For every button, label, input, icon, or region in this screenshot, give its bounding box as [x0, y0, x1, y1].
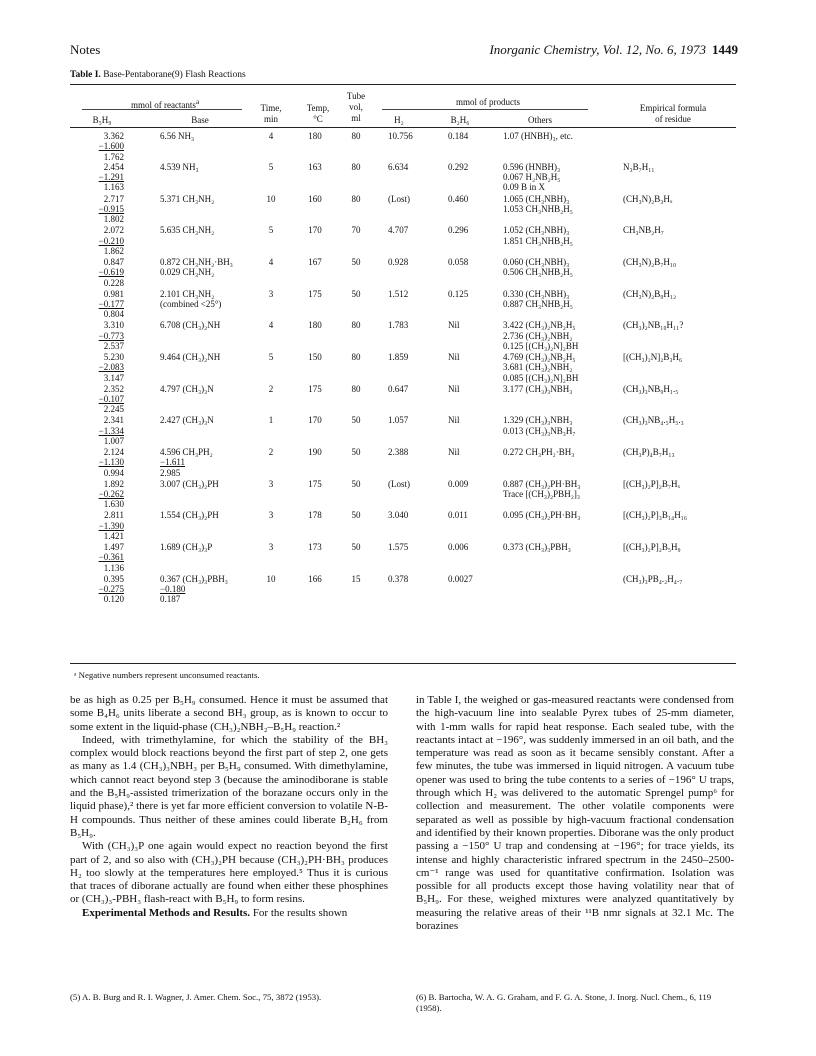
table-row: [70, 510, 736, 542]
cell-h2: 1.512: [388, 288, 409, 299]
cell-time: 3: [268, 288, 274, 299]
page-number: 1449: [712, 42, 738, 57]
header-b2h6: B₂H₆: [450, 115, 470, 125]
paragraph: be as high as 0.25 per B₅H₉ consumed. Hence it must be assumed that some B₄H₆ units liberate a second BH₃ group, as is known to occur to some extent in the liquid-phase (CH₃)₂NBH₂–B₅H₉ reaction.²: [70, 694, 388, 733]
cell-others: 1.329 (CH₃)₃NBH₃ 0.013 (CH₃)₃NB₃H₇: [503, 415, 576, 436]
cell-time: 5: [268, 225, 274, 236]
cell-vol: 50: [351, 478, 361, 489]
cell-time: 4: [268, 320, 274, 331]
cell-b2h6: Nil: [448, 447, 460, 458]
cell-emp: [(CH₃)₂N]₂B₃H₆: [623, 352, 683, 363]
cell-b2h6: 0.058: [448, 256, 469, 267]
cell-time: 1: [268, 415, 274, 426]
cell-others: 1.07 (HNBH)₃, etc.: [503, 131, 573, 141]
cell-base: 2.427 (CH₃)₃N: [160, 415, 214, 426]
cell-emp: [(CH₃)₂P]₂B₅H₉: [623, 542, 681, 553]
cell-emp: (CH₃)₂NB₁₀H₁₁?: [623, 320, 684, 331]
footnote-5: (5) A. B. Burg and R. I. Wagner, J. Amer. Chem. Soc., 75, 3872 (1953).: [70, 992, 322, 1002]
cell-vol: 50: [351, 288, 361, 299]
cell-temp: 170: [308, 415, 322, 426]
cell-h2: (Lost): [388, 478, 410, 489]
table-top-rule: [70, 84, 736, 85]
header-h2: H₂: [394, 115, 404, 125]
cell-base: 1.689 (CH₃)₃P: [160, 542, 213, 553]
cell-b5h9: 2.072 −0.210 1.862: [98, 225, 124, 256]
table-row: [70, 447, 736, 479]
cell-h2: 10.756: [388, 131, 413, 141]
cell-h2: 0.378: [388, 573, 409, 584]
cell-temp: 160: [308, 193, 322, 204]
cell-others: 0.095 (CH₃)₂PH·BH₃: [503, 510, 581, 521]
header-b5h9: B₅H₉: [92, 115, 112, 125]
running-header-journal: [489, 42, 738, 58]
section-heading: Experimental Methods and Results.: [82, 906, 251, 919]
cell-vol: 80: [351, 193, 361, 204]
cell-h2: 2.388: [388, 447, 409, 458]
header-time: Time, min: [260, 103, 282, 124]
cell-temp: 175: [308, 383, 322, 394]
journal-citation: Inorganic Chemistry, Vol. 12, No. 6, 1973: [489, 42, 706, 57]
cell-temp: 150: [308, 352, 322, 363]
header-temp: Temp, °C: [306, 103, 330, 124]
cell-vol: 50: [351, 447, 361, 458]
cell-vol: 50: [351, 415, 361, 426]
header-others: Others: [528, 115, 552, 125]
table-row: [70, 384, 736, 416]
cell-base: 3.007 (CH₃)₂PH: [160, 478, 219, 489]
table-label: Table I.: [70, 70, 101, 80]
cell-base: 9.464 (CH₃)₂NH: [160, 352, 221, 363]
cell-base: 5.371 CH₃NH₂: [160, 193, 215, 204]
cell-temp: 175: [308, 478, 322, 489]
table-title: Base-Pentaborane(9) Flash Reactions: [103, 70, 246, 80]
cell-temp: 167: [308, 256, 322, 267]
cell-b2h6: 0.125: [448, 288, 469, 299]
cell-b2h6: 0.184: [448, 131, 469, 141]
cell-others: 3.177 (CH₃)₃NBH₃: [503, 383, 573, 394]
cell-emp: [(CH₃)₂P]₃B₁₄H₁₆: [623, 510, 687, 521]
reactions-table: [70, 131, 736, 606]
cell-b5h9: 0.981 −0.177 0.804: [98, 288, 124, 320]
cell-b5h9: 3.362 −1.600 1.762: [98, 131, 124, 162]
cell-base: 0.367 (CH₃)₃PBH₃ −0.180 0.187: [160, 573, 228, 605]
cell-others: 3.422 (CH₃)₂NB₂H₅ 2.736 (CH₃)₂NBH₂ 0.125 [(CH₃)₂N]₂BH: [503, 320, 579, 351]
cell-vol: 80: [351, 383, 361, 394]
cell-base: 1.554 (CH₃)₂PH: [160, 510, 219, 521]
reactants-underline: [82, 109, 242, 110]
running-header-section: Notes: [70, 42, 101, 57]
cell-emp: (CH₃)₃NB₉H₁.₅: [623, 383, 679, 394]
cell-others: 1.052 (CH₃NBH)₃ 1.851 CH₃NHB₂H₅: [503, 225, 573, 246]
cell-h2: 1.783: [388, 320, 409, 331]
cell-h2: 1.859: [388, 352, 409, 363]
header-base: Base: [191, 115, 209, 125]
cell-vol: 80: [351, 352, 361, 363]
cell-b2h6: Nil: [448, 383, 460, 394]
cell-vol: 50: [351, 256, 361, 267]
cell-others: 0.330 (CH₃NBH)₃ 0.887 CH₃NHB₂H₅: [503, 288, 573, 309]
cell-base: 6.56 NH₃: [160, 131, 195, 141]
cell-others: 0.596 (HNBH)₃ 0.067 H₂NB₂H₅ 0.09 B in X: [503, 161, 561, 193]
cell-b2h6: 0.009: [448, 478, 469, 489]
cell-base: 0.872 CH₃NH₂·BH₃ 0.029 CH₃NH₂: [160, 256, 233, 278]
cell-base: 4.596 CH₃PH₂ −1.611 2.985: [160, 447, 213, 478]
cell-vol: 50: [351, 542, 361, 553]
cell-b5h9: 5.230 −2.083 3.147: [98, 352, 124, 383]
cell-emp: (CH₃)₃PB₄.₂H₄.₇: [623, 573, 683, 584]
cell-b5h9: 2.341 −1.334 1.007: [98, 415, 124, 446]
cell-vol: 80: [351, 131, 361, 141]
right-column: [416, 694, 734, 933]
cell-time: 5: [268, 161, 274, 172]
cell-h2: (Lost): [388, 193, 410, 204]
table-row: [70, 162, 736, 194]
cell-emp: N₃B₇H₁₁: [623, 161, 655, 172]
cell-base: 6.708 (CH₃)₂NH: [160, 320, 221, 331]
cell-temp: 180: [308, 320, 322, 331]
cell-vol: 50: [351, 510, 361, 521]
cell-b5h9: 0.395 −0.275 0.120: [98, 573, 124, 605]
cell-h2: 6.634: [388, 161, 409, 172]
cell-b5h9: 2.717 −0.915 1.802: [98, 193, 124, 225]
cell-h2: 3.040: [388, 510, 409, 521]
table-footnote: ᵃ Negative numbers represent unconsumed reactants.: [74, 670, 260, 680]
cell-base: 4.797 (CH₃)₃N: [160, 383, 214, 394]
footnote-6: (6) B. Bartocha, W. A. G. Graham, and F. G. A. Stone, J. Inorg. Nucl. Chem., 6, 119 (1958).: [416, 992, 712, 1013]
cell-b2h6: Nil: [448, 415, 460, 426]
table-row: [70, 320, 736, 352]
cell-emp: (CH₃P)₄B₇H₁₃: [623, 447, 675, 458]
cell-b2h6: Nil: [448, 320, 460, 331]
cell-time: 2: [268, 383, 274, 394]
cell-b5h9: 3.310 −0.773 2.537: [98, 320, 124, 351]
cell-temp: 170: [308, 225, 322, 236]
cell-b5h9: 2.352 −0.107 2.245: [98, 383, 124, 415]
table-row: [70, 479, 736, 511]
cell-emp: (CH₃N)₂B₃Hₓ: [623, 193, 673, 204]
cell-time: 3: [268, 542, 274, 553]
cell-time: 4: [268, 256, 274, 267]
cell-vol: 70: [351, 225, 361, 236]
paragraph: Indeed, with trimethylamine, for which the stability of the BH₃ complex would block reactions beyond the first part of step 2, one gets as many as 1.4 (CH₃)₃NBH₃ per B₅H₉ consumed. With dimethylamine, which cannot react beyond step 3 (because the aminodiborane is stable and the B₅H₉-assisted trimerization of the borazane occurs only in the liquid phase),² there is yet far more efficient conversion to volatile N-B-H compounds. Thus neither of these amines could liberate B₂H₆ from B₅H₉.: [70, 733, 388, 839]
cell-others: 1.065 (CH₃NBH)₃ 1.053 CH₃NHB₂H₅: [503, 193, 573, 214]
cell-emp: [(CH₃)₂P]₂B₇Hₓ: [623, 478, 681, 489]
cell-others: 0.887 (CH₃)₂PH·BH₃ Trace [(CH₃)₂PBH₂]₃: [503, 478, 581, 500]
header-products-group: mmol of products: [456, 97, 520, 107]
table-row: [70, 225, 736, 257]
cell-time: 10: [266, 573, 276, 584]
cell-emp: CH₃NB₂H₇: [623, 225, 664, 236]
cell-temp: 178: [308, 510, 322, 521]
table-row: [70, 131, 736, 162]
cell-emp: (CH₃N)₂B₉H₁₂: [623, 288, 677, 299]
cell-base: 2.101 CH₃NH₂ (combined <25°): [160, 288, 222, 309]
paragraph: Experimental Methods and Results. For the results shown: [82, 906, 348, 919]
table-bottom-rule: [70, 663, 736, 664]
cell-time: 10: [266, 193, 276, 204]
left-column: [70, 694, 388, 920]
cell-temp: 180: [308, 131, 322, 141]
cell-b5h9: 2.454 −1.291 1.163: [98, 161, 124, 193]
cell-h2: 1.057: [388, 415, 409, 426]
table-row: [70, 289, 736, 321]
cell-temp: 166: [308, 573, 322, 584]
table-row: [70, 574, 736, 606]
paragraph: With (CH₃)₃P one again would expect no reaction beyond the first part of 2, and so also with (CH₃)₂PH because (CH₃)₂PH·BH₃ produces H₂ too slowly at the temperatures here employed.⁵ Thus it is curious that traces of diborane actually are found when either these phosphines or (CH₃)₃-PBH₃ flash-react with B₅H₉ to form resins.: [70, 840, 388, 906]
table-row: [70, 194, 736, 226]
table-row: [70, 542, 736, 574]
cell-b5h9: 1.892 −0.262 1.630: [98, 478, 124, 510]
cell-emp: (CH₃N)₂B₇H₁₀: [623, 256, 677, 267]
cell-time: 3: [268, 478, 274, 489]
cell-temp: 173: [308, 542, 322, 553]
cell-time: 5: [268, 352, 274, 363]
cell-b2h6: Nil: [448, 352, 460, 363]
table-caption: [70, 70, 246, 80]
header-tube-vol: Tube vol, ml: [346, 91, 366, 123]
cell-h2: 0.647: [388, 383, 409, 394]
cell-others: 0.060 (CH₃NBH)₃ 0.506 CH₃NHB₂H₅: [503, 256, 573, 278]
cell-others: 0.272 CH₃PH₂·BH₃: [503, 447, 575, 458]
cell-h2: 1.575: [388, 542, 409, 553]
table-row: [70, 257, 736, 289]
cell-b2h6: 0.296: [448, 225, 469, 236]
cell-vol: 15: [351, 573, 361, 584]
cell-h2: 4.707: [388, 225, 409, 236]
cell-emp: (CH₃)₃NB₄.₅H₅.₃: [623, 415, 684, 426]
cell-b5h9: 2.811 −1.390 1.421: [98, 510, 124, 542]
cell-b2h6: 0.460: [448, 193, 469, 204]
cell-others: 4.769 (CH₃)₂NB₂H₅ 3.681 (CH₃)₂NBH₂ 0.085 [(CH₃)₂N]₂BH: [503, 352, 579, 383]
cell-base: 4.539 NH₃: [160, 161, 199, 172]
table-row: [70, 352, 736, 384]
cell-b5h9: 2.124 −1.130 0.994: [98, 447, 124, 478]
cell-time: 3: [268, 510, 274, 521]
cell-b2h6: 0.0027: [448, 573, 473, 584]
cell-b2h6: 0.011: [448, 510, 468, 521]
cell-b5h9: 1.497 −0.361 1.136: [98, 542, 124, 573]
products-underline: [382, 109, 588, 110]
cell-others: 0.373 (CH₃)₃PBH₃: [503, 542, 571, 553]
cell-base: 5.635 CH₃NH₂: [160, 225, 215, 236]
cell-time: 2: [268, 447, 274, 458]
paragraph: in Table I, the weighed or gas-measured reactants were condensed from the high-vacuum line into sealable Pyrex tubes of 25-mm diameter, with 1-mm walls for rapid heat response. Each sealed tube, with the reactants intact at −196°, was suddenly immersed in an oil bath, and the temperature was read as soon as it became sensibly constant. After a few minutes, the tube was immersed in liquid nitrogen. A vacuum tube opener was used to bring the tube contents to a series of −196° U traps, through which H₂ was delivered to the automatic Sprengel pump⁶ for collection and measurement. The other volatile components were separated as well as possible by high-vacuum fractional condensation and identified by their known properties. Diborane was the only product passing a −150° U trap and condensing at −196°; for trace yields, its intense and highly characteristic infrared spectrum in the 2450–2500-cm⁻¹ range was used for quantitative confirmation. Isolation was possible for all products except those having volatility near that of B₅H₉. For these, weighed mixtures were analyzed quantitatively by measuring the relative areas of their ¹¹B nmr signals at 32.1 Mc. The borazines: [416, 694, 735, 933]
table-header-rule: [70, 127, 736, 128]
cell-vol: 80: [351, 320, 361, 331]
table-row: [70, 415, 736, 447]
cell-temp: 163: [308, 161, 322, 172]
cell-temp: 190: [308, 447, 322, 458]
cell-h2: 0.928: [388, 256, 409, 267]
header-reactants-group: mmol of reactants$^a$: [130, 98, 200, 110]
cell-time: 4: [268, 131, 274, 141]
cell-b2h6: 0.292: [448, 161, 469, 172]
header-empirical: Empirical formula of residue: [639, 103, 707, 124]
cell-temp: 175: [308, 288, 322, 299]
cell-b5h9: 0.847 −0.619 0.228: [98, 256, 124, 288]
cell-vol: 80: [351, 161, 361, 172]
cell-b2h6: 0.006: [448, 542, 469, 553]
